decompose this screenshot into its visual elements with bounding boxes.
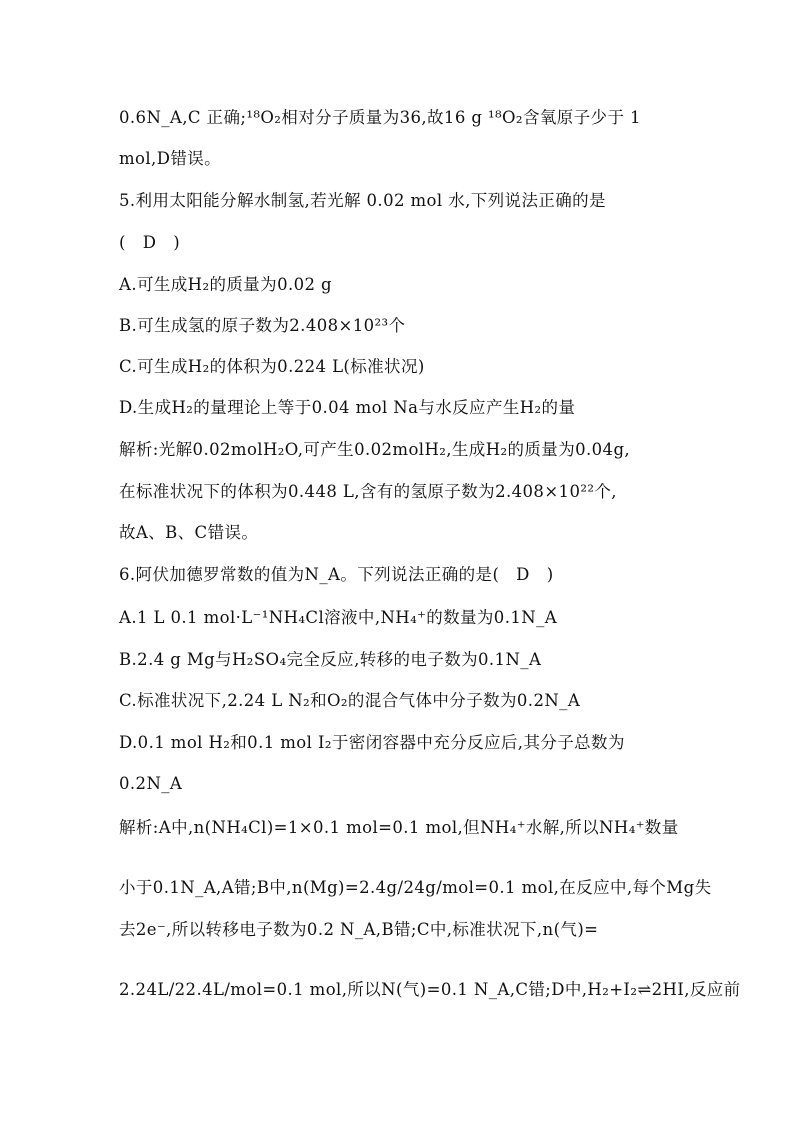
question-6	[119, 564, 554, 586]
line-20: 去2e⁻,所以转移电子数为0.2 N_A,B错;C中,标准状况下,n(气)=	[119, 920, 599, 939]
option-c	[119, 356, 425, 378]
line-8: D.生成H₂的量理论上等于0.04 mol Na与水反应产生H₂的量	[119, 398, 576, 417]
option-d-continued	[119, 773, 182, 795]
line-4: ( D )	[119, 233, 181, 252]
line-18: 解析:A中,n(NH₄Cl)=1×0.1 mol=0.1 mol,但NH₄⁺水解,所以NH₄⁺数量	[119, 818, 679, 837]
line-10: 在标准状况下的体积为0.448 L,含有的氢原子数为2.408×10²²个,	[119, 482, 617, 501]
line-2: mol,D错误。	[119, 149, 222, 168]
line-7: C.可生成H₂的体积为0.224 L(标准状况)	[119, 357, 425, 376]
line-19: 小于0.1N_A,A错;B中,n(Mg)=2.4g/24g/mol=0.1 mol,在反应中,每个Mg失	[119, 878, 712, 897]
line-21: 2.24L/22.4L/mol=0.1 mol,所以N(气)=0.1 N_A,C错;D中,H₂+I₂⇌2HI,反应前	[119, 980, 741, 999]
line-13: A.1 L 0.1 mol·L⁻¹NH₄Cl溶液中,NH₄⁺的数量为0.1N_A	[119, 608, 558, 627]
line-1: 0.6N_A,C 正确;¹⁸O₂相对分子质量为36,故16 g ¹⁸O₂含氧原子少于 1	[119, 108, 641, 127]
explanation	[119, 522, 258, 544]
text-line	[119, 148, 221, 170]
explanation	[119, 481, 617, 503]
line-17: 0.2N_A	[119, 774, 183, 793]
line-14: B.2.4 g Mg与H₂SO₄完全反应,转移的电子数为0.1N_A	[119, 650, 542, 669]
option-d	[119, 397, 575, 419]
line-12: 6.阿伏加德罗常数的值为N_A。下列说法正确的是( D )	[119, 565, 554, 584]
line-9: 解析:光解0.02molH₂O,可产生0.02molH₂,生成H₂的质量为0.04g,	[119, 440, 631, 459]
answer-bracket	[119, 232, 180, 254]
option-a	[119, 607, 557, 629]
text-line	[119, 107, 641, 129]
explanation	[119, 919, 598, 941]
option-b	[119, 649, 541, 671]
line-3: 5.利用太阳能分解水制氢,若光解 0.02 mol 水,下列说法正确的是	[119, 191, 606, 210]
option-b	[119, 315, 405, 337]
explanation	[119, 439, 630, 461]
line-15: C.标准状况下,2.24 L N₂和O₂的混合气体中分子数为0.2N_A	[119, 691, 581, 710]
line-6: B.可生成氢的原子数为2.408×10²³个	[119, 316, 406, 335]
option-d	[119, 732, 625, 754]
line-11: 故A、B、C错误。	[119, 523, 259, 542]
option-c	[119, 690, 580, 712]
option-a	[119, 274, 332, 296]
line-5: A.可生成H₂的质量为0.02 g	[119, 275, 333, 294]
explanation	[119, 817, 679, 839]
explanation	[119, 979, 741, 1001]
question-5	[119, 190, 606, 212]
explanation	[119, 877, 711, 899]
line-16: D.0.1 mol H₂和0.1 mol I₂于密闭容器中充分反应后,其分子总数为	[119, 733, 625, 752]
